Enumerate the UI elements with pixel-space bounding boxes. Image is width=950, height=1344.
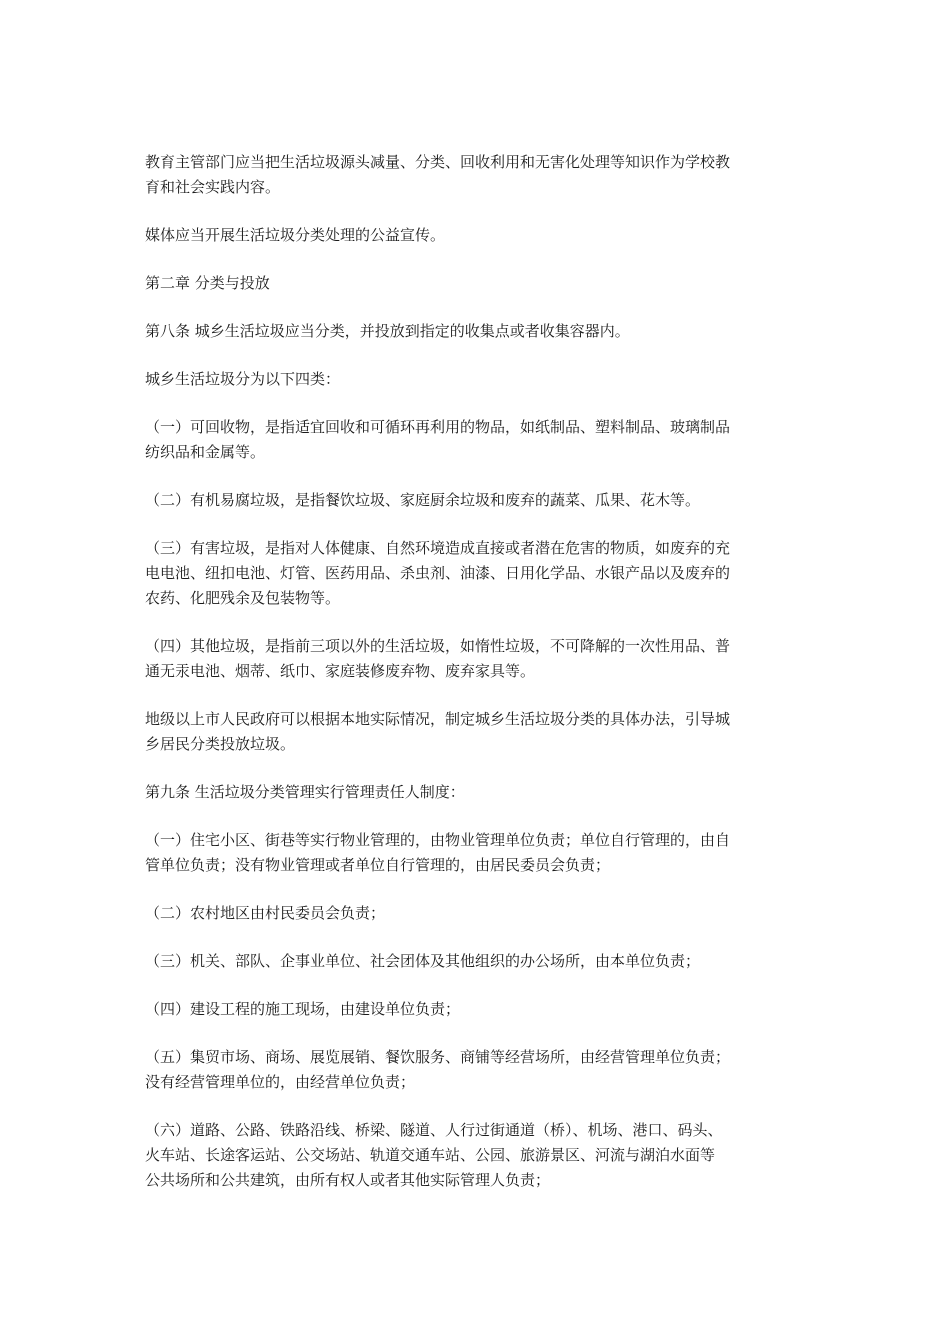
text-line: （四）建设工程的施工现场，由建设单位负责； <box>145 1000 461 1018</box>
text-line: 农药、化肥残余及包装物等。 <box>145 589 341 607</box>
paragraph <box>145 271 810 296</box>
paragraph <box>145 828 810 878</box>
paragraph <box>145 1118 810 1193</box>
paragraph <box>145 415 810 465</box>
text-line: 育和社会实践内容。 <box>145 178 281 196</box>
paragraph <box>145 536 810 611</box>
paragraph <box>145 488 810 513</box>
text-line: 管单位负责；没有物业管理或者单位自行管理的，由居民委员会负责； <box>145 856 611 874</box>
text-line: （四）其他垃圾，是指前三项以外的生活垃圾，如惰性垃圾，不可降解的一次性用品、普 <box>145 637 731 655</box>
text-line: 电电池、纽扣电池、灯管、医药用品、杀虫剂、油漆、日用化学品、水银产品以及废弃的 <box>145 564 731 582</box>
paragraph <box>145 150 810 200</box>
text-line: 火车站、长途客运站、公交场站、轨道交通车站、公园、旅游景区、河流与湖泊水面等 <box>145 1146 716 1164</box>
text-line: （二）农村地区由村民委员会负责； <box>145 904 386 922</box>
text-line: 乡居民分类投放垃圾。 <box>145 735 296 753</box>
text-line: （二）有机易腐垃圾，是指餐饮垃圾、家庭厨余垃圾和废弃的蔬菜、瓜果、花木等。 <box>145 491 701 509</box>
text-line: （六）道路、公路、铁路沿线、桥梁、隧道、人行过街通道（桥）、机场、港口、码头、 <box>145 1121 723 1139</box>
text-line: 第二章 分类与投放 <box>145 274 270 292</box>
paragraph <box>145 901 810 926</box>
text-line: 城乡生活垃圾分为以下四类： <box>145 370 341 388</box>
paragraph <box>145 634 810 684</box>
document-body <box>145 150 810 1216</box>
text-line: 地级以上市人民政府可以根据本地实际情况，制定城乡生活垃圾分类的具体办法，引导城 <box>145 710 731 728</box>
text-line: （三）机关、部队、企事业单位、社会团体及其他组织的办公场所，由本单位负责； <box>145 952 701 970</box>
text-line: 教育主管部门应当把生活垃圾源头减量、分类、回收利用和无害化处理等知识作为学校教 <box>145 153 731 171</box>
text-line: （一）住宅小区、街巷等实行物业管理的，由物业管理单位负责；单位自行管理的，由自 <box>145 831 731 849</box>
text-line: 媒体应当开展生活垃圾分类处理的公益宣传。 <box>145 226 446 244</box>
text-line: 纺织品和金属等。 <box>145 443 266 461</box>
text-line: （一）可回收物，是指适宜回收和可循环再利用的物品，如纸制品、塑料制品、玻璃制品 <box>145 418 731 436</box>
paragraph <box>145 319 810 344</box>
paragraph <box>145 707 810 757</box>
paragraph <box>145 223 810 248</box>
paragraph <box>145 1045 810 1095</box>
text-line: 第八条 城乡生活垃圾应当分类，并投放到指定的收集点或者收集容器内。 <box>145 322 630 340</box>
paragraph <box>145 997 810 1022</box>
text-line: 没有经营管理单位的，由经营单位负责； <box>145 1073 416 1091</box>
paragraph <box>145 367 810 392</box>
text-line: 公共场所和公共建筑，由所有权人或者其他实际管理人负责； <box>145 1171 551 1189</box>
text-line: （三）有害垃圾，是指对人体健康、自然环境造成直接或者潜在危害的物质，如废弃的充 <box>145 539 731 557</box>
paragraph <box>145 780 810 805</box>
text-line: 第九条 生活垃圾分类管理实行管理责任人制度： <box>145 783 465 801</box>
text-line: 通无汞电池、烟蒂、纸巾、家庭装修废弃物、废弃家具等。 <box>145 662 536 680</box>
paragraph <box>145 949 810 974</box>
text-line: （五）集贸市场、商场、展览展销、餐饮服务、商铺等经营场所，由经营管理单位负责； <box>145 1048 731 1066</box>
